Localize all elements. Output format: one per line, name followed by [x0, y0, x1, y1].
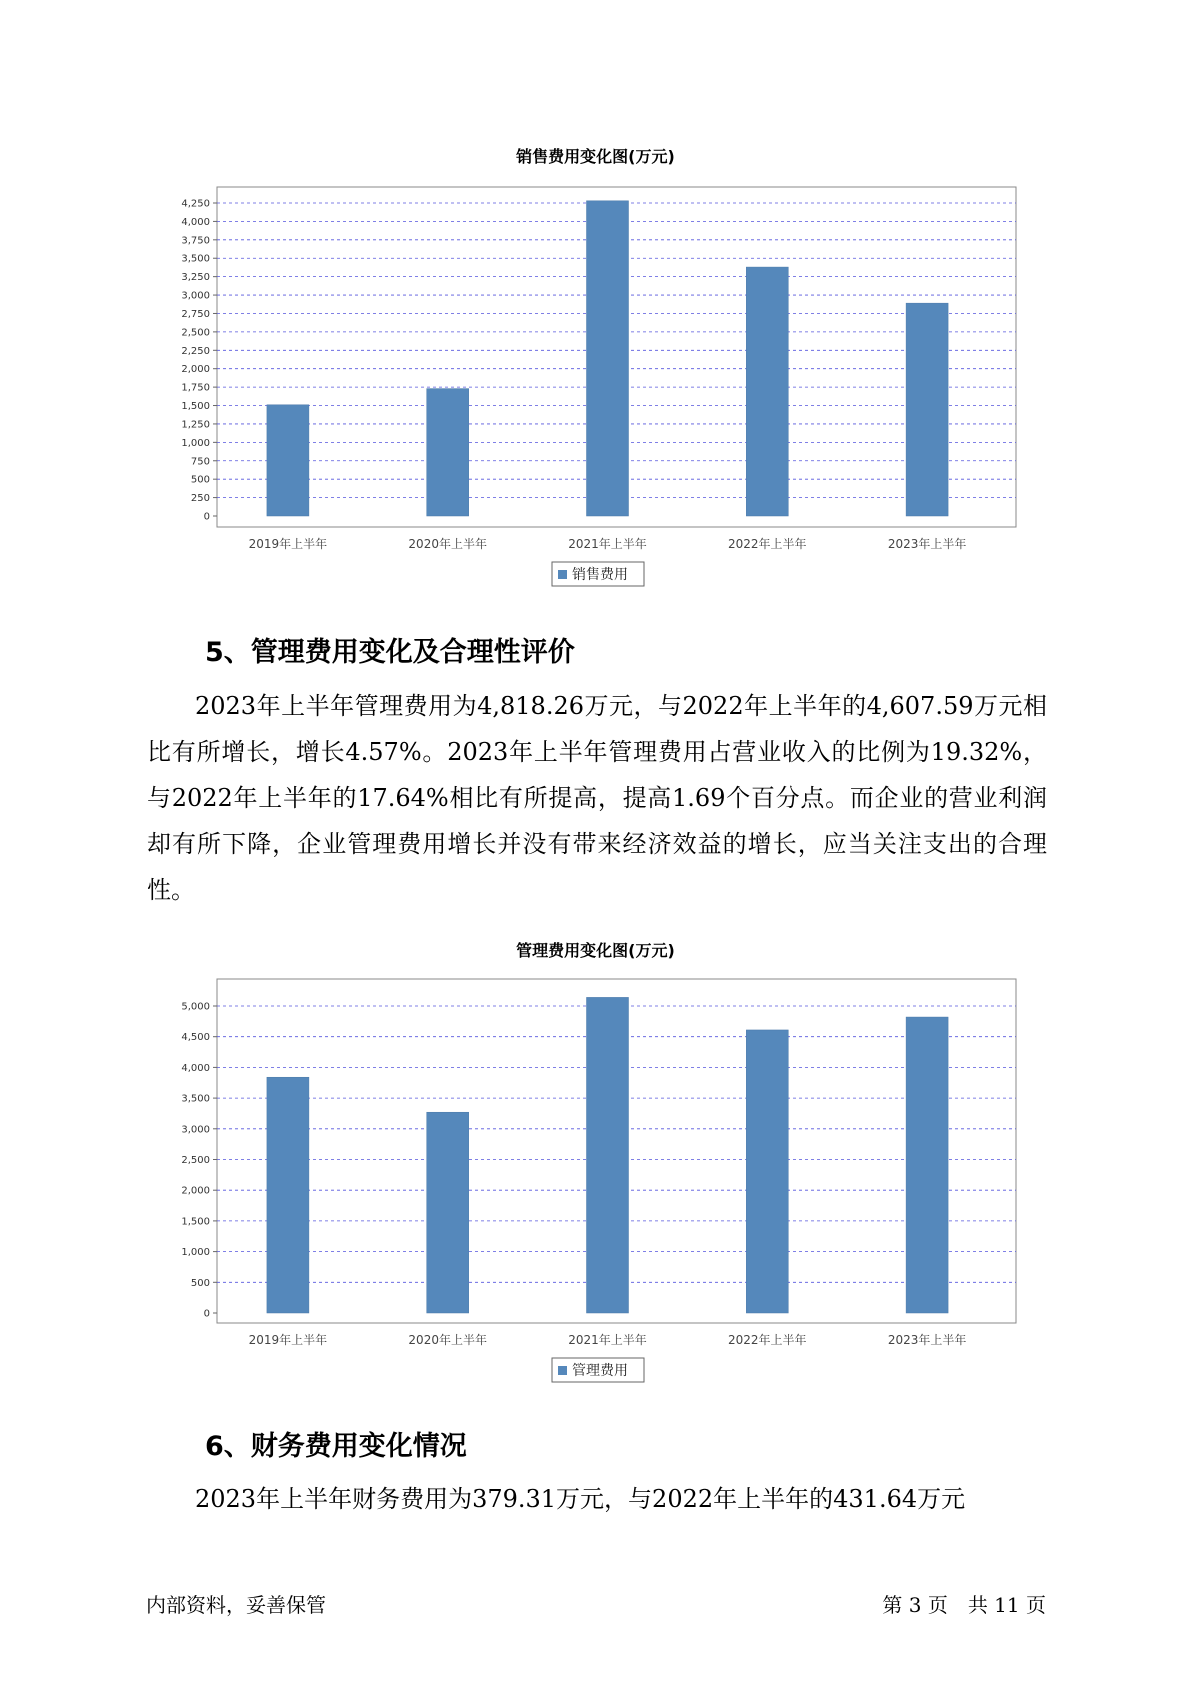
- legend: [552, 1358, 644, 1382]
- y-tick-label: 1,000: [181, 1247, 210, 1259]
- y-tick-label: 500: [190, 1277, 210, 1289]
- section6-paragraph: 2023年上半年财务费用为379.31万元，与2022年上半年的431.64万元: [195, 1485, 966, 1513]
- y-tick-label: 4,000: [181, 216, 210, 228]
- legend-label: 销售费用: [572, 567, 628, 583]
- y-tick-label: 1,250: [181, 419, 210, 431]
- x-tick-label: 2022年上半年: [728, 537, 807, 551]
- y-tick-label: 500: [190, 474, 210, 486]
- y-tick-label: 0: [203, 1308, 210, 1320]
- y-tick-label: 2,500: [181, 1155, 210, 1166]
- y-tick-label: 3,500: [181, 253, 210, 265]
- footer-page-number: 第 3 页 共 11 页: [882, 1593, 1046, 1617]
- y-tick-label: 1,500: [181, 1216, 210, 1228]
- y-tick-label: 0: [203, 511, 210, 523]
- x-tick-label: 2020年上半年: [408, 537, 487, 551]
- x-tick-label: 2023年上半年: [887, 537, 967, 551]
- section5-paragraph: 2023年上半年管理费用为4,818.26万元，与2022年上半年的4,607.59万元相比有所增长，增长4.57%。2023年上半年管理费用占营业收入的比例为19.32%，与2022年上半年的17.64%相比有所提高，提高1.69个百分点。而企业的营业利润却有所下降，企业管理费用增长并没有带来经济效益的增长，应当关注支出的合理性。: [147, 692, 1047, 904]
- y-tick-label: 250: [190, 493, 210, 505]
- bar: [906, 1017, 948, 1313]
- y-tick-label: 4,500: [181, 1032, 210, 1044]
- sales-expense-chart: [0, 165, 1191, 585]
- legend-label: 管理费用: [572, 1363, 628, 1379]
- chart-title-admin: 管理费用变化图(万元): [516, 941, 675, 960]
- bar: [906, 303, 948, 516]
- x-tick-label: 2021年上半年: [568, 1333, 647, 1347]
- admin-expense-chart: [0, 959, 1191, 1379]
- y-tick-label: 3,000: [181, 290, 210, 302]
- section5-heading: 5、管理费用变化及合理性评价: [205, 637, 575, 668]
- y-tick-label: 3,500: [181, 1093, 210, 1105]
- x-tick-label: 2020年上半年: [408, 1333, 487, 1347]
- y-tick-label: 1,500: [181, 401, 210, 413]
- y-tick-label: 2,750: [181, 308, 210, 320]
- y-tick-label: 1,000: [181, 437, 210, 449]
- y-tick-label: 750: [190, 456, 210, 468]
- y-tick-label: 2,000: [181, 1185, 210, 1197]
- bar: [587, 997, 629, 1313]
- y-tick-label: 1,750: [181, 382, 210, 394]
- bar: [427, 1112, 469, 1313]
- section6-heading: 6、财务费用变化情况: [205, 1431, 467, 1462]
- y-tick-label: 5,000: [181, 1001, 210, 1013]
- bar: [746, 1030, 788, 1313]
- bar: [746, 267, 788, 516]
- y-tick-label: 4,250: [181, 198, 210, 210]
- x-tick-label: 2021年上半年: [568, 537, 647, 551]
- legend-swatch: [558, 570, 567, 579]
- y-tick-label: 4,000: [181, 1062, 210, 1074]
- x-tick-label: 2019年上半年: [248, 1333, 328, 1347]
- bar: [267, 1077, 309, 1313]
- footer-confidential: 内部资料，妥善保管: [146, 1593, 326, 1617]
- bar: [427, 389, 469, 516]
- y-tick-label: 2,000: [181, 364, 210, 376]
- legend-swatch: [558, 1366, 567, 1375]
- bar: [587, 201, 629, 516]
- y-tick-label: 2,250: [181, 345, 210, 357]
- x-tick-label: 2022年上半年: [728, 1333, 807, 1347]
- y-tick-label: 3,750: [181, 235, 210, 247]
- legend: [552, 562, 644, 586]
- bar: [267, 405, 309, 516]
- x-tick-label: 2019年上半年: [248, 537, 328, 551]
- x-tick-label: 2023年上半年: [887, 1333, 967, 1347]
- y-tick-label: 2,500: [181, 327, 210, 339]
- y-tick-label: 3,250: [181, 272, 210, 284]
- y-tick-label: 3,000: [181, 1124, 210, 1136]
- chart-title-sales: 销售费用变化图(万元): [516, 147, 675, 166]
